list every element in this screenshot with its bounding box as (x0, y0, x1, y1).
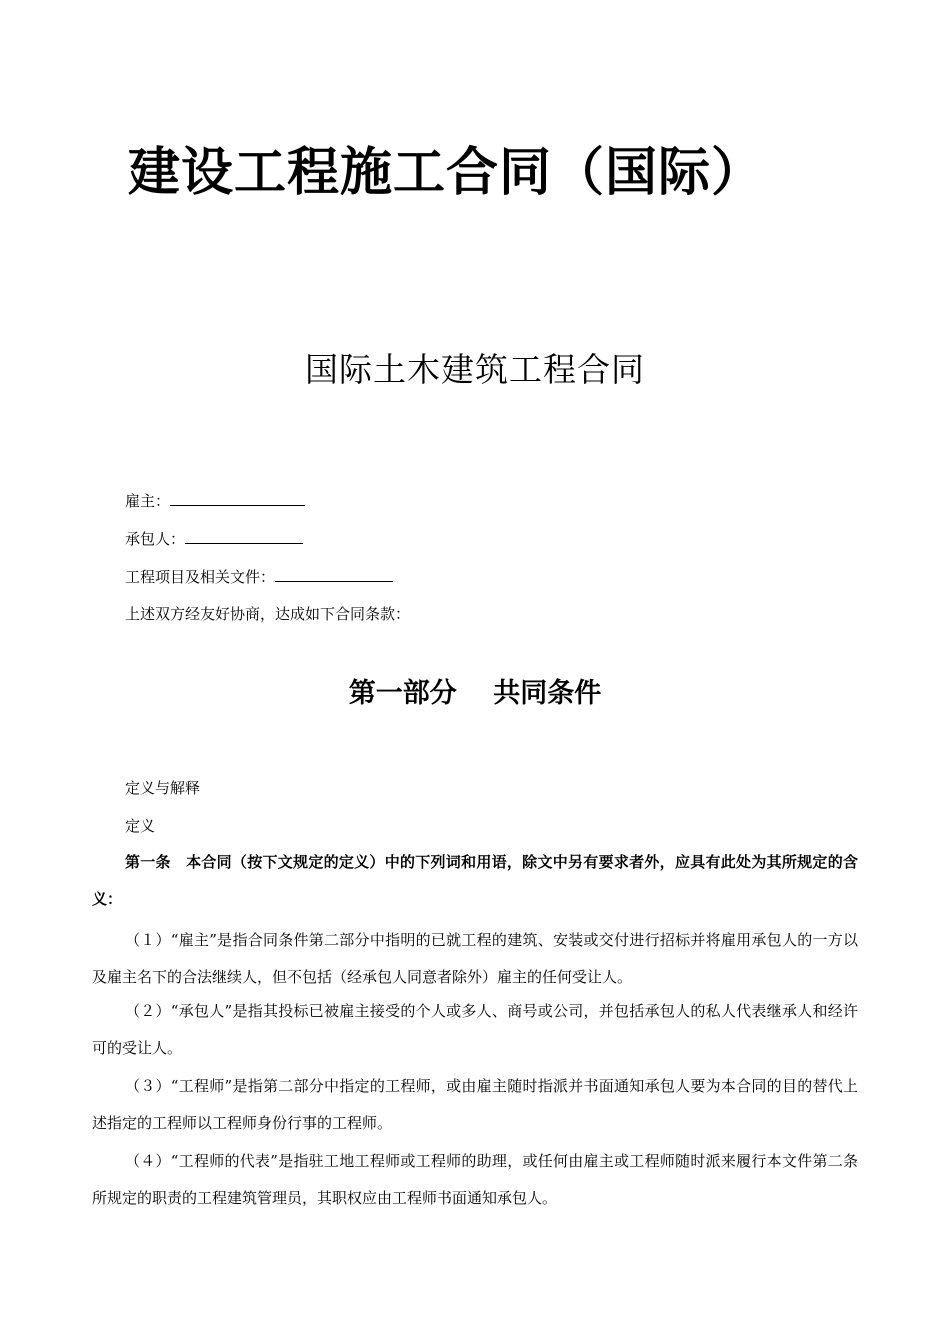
subsection-heading: 定义 (125, 817, 156, 835)
definition-item-2: （２）“承包人”是指其投标已被雇主接受的个人或多人、商号或公司，并包括承包人的私人代表继承人和经许可的受让人。 (92, 1002, 858, 1057)
agreement-line: 上述双方经友好协商，达成如下合同条款： (125, 605, 411, 623)
definition-item-1: （１）“雇主”是指合同条件第二部分中指明的已就工程的建筑、安装或交付进行招标并将雇用承包人的一方以及雇主名下的合法继续人，但不包括（经承包人同意者除外）雇主的任何受让人。 (92, 931, 858, 986)
employer-label: 雇主： (125, 492, 171, 510)
contractor-field (125, 528, 303, 550)
clause-1: 第一条 本合同（按下文规定的定义）中的下列词和用语，除文中另有要求者外，应具有此处为其所规定的含义： (92, 853, 858, 908)
contractor-blank (185, 528, 303, 544)
part-title: 第一部分 共同条件 (348, 678, 602, 709)
employer-blank (170, 490, 305, 506)
project-label: 工程项目及相关文件： (125, 568, 276, 586)
document-subtitle: 国际土木建筑工程合同 (305, 350, 645, 389)
employer-field (125, 490, 305, 512)
document-title: 建设工程施工合同（国际） (128, 143, 765, 203)
definition-item-4: （４）“工程师的代表”是指驻工地工程师或工程师的助理，或任何由雇主或工程师随时派来履行本文件第二条所规定的职责的工程建筑管理员，其职权应由工程师书面通知承包人。 (92, 1152, 858, 1207)
contractor-label: 承包人： (125, 530, 186, 548)
definition-item-3: （３）“工程师”是指第二部分中指定的工程师，或由雇主随时指派并书面通知承包人要为本合同的目的替代上述指定的工程师以工程师身份行事的工程师。 (92, 1077, 858, 1132)
project-blank (275, 566, 393, 582)
project-field (125, 566, 393, 588)
section-heading: 定义与解释 (125, 779, 201, 797)
